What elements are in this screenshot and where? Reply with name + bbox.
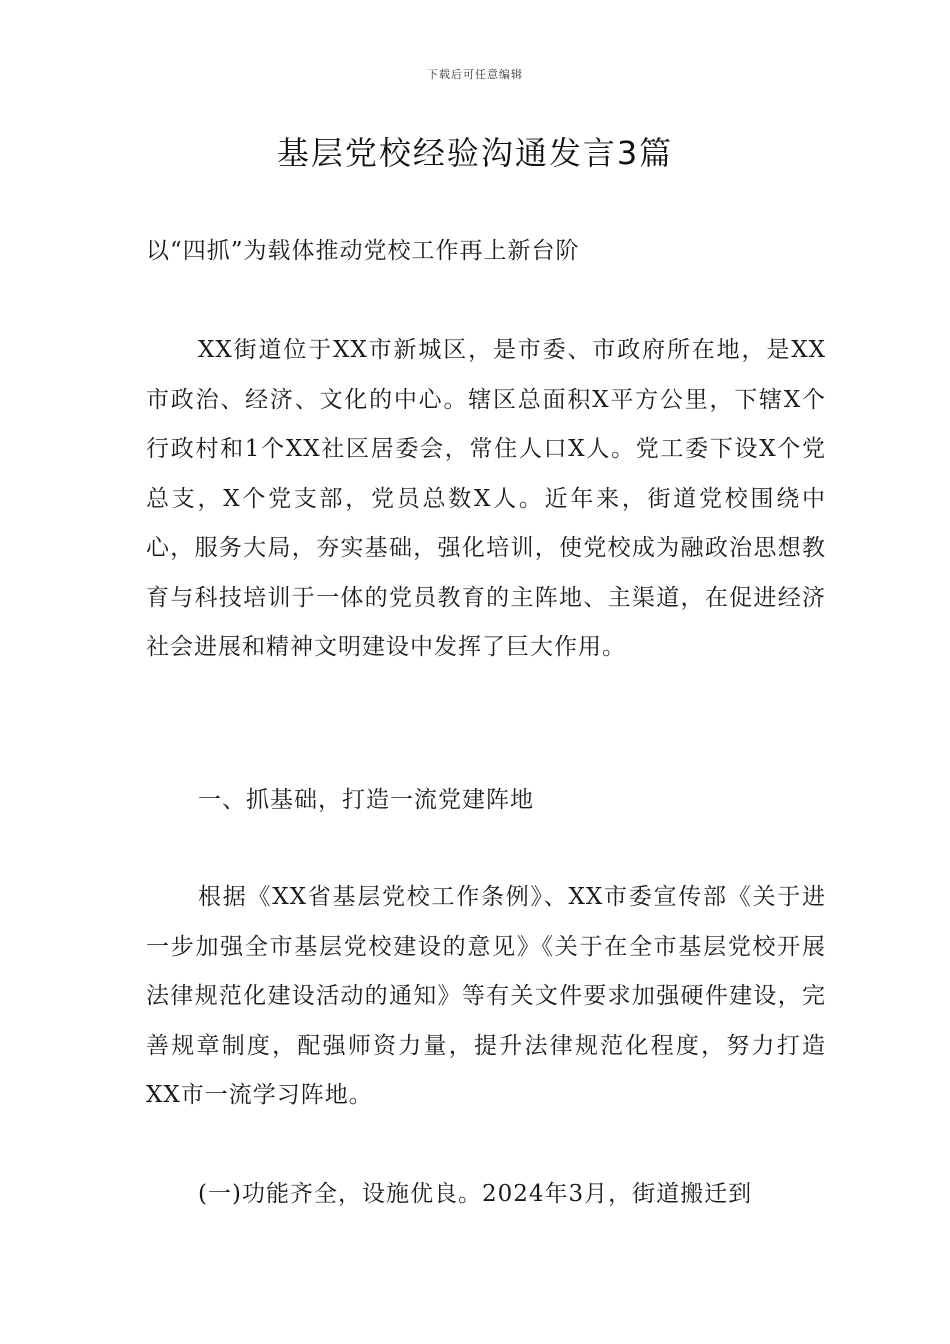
body-paragraph-intro: XX街道位于XX市新城区，是市委、市政府所在地，是XX市政治、经济、文化的中心。辖区总面积X平方公里，下辖X个行政村和1个XX社区居委会，常住人口X人。党工委下设X个党总支，X个党支部，党员总数X人。近年来，街道党校围绕中心，服务大局，夯实基础，强化培训，使党校成为融政治思想教育与科技培训于一体的党员教育的主阵地、主渠道，在促进经济社会进展和精神文明建设中发挥了巨大作用。 [146, 337, 826, 660]
body-paragraph-subsection: (一)功能齐全，设施优良。2024年3月，街道搬迁到 [198, 1181, 753, 1207]
document-subtitle: 以“四抓”为载体推动党校工作再上新台阶 [146, 238, 580, 264]
header-note: 下载后可任意编辑 [427, 68, 523, 81]
body-paragraph-basis: 根据《XX省基层党校工作条例》、XX市委宣传部《关于进一步加强全市基层党校建设的意见》《关于在全市基层党校开展法律规范化建设活动的通知》等有关文件要求加强硬件建设，完善规章制度，配强师资力量，提升法律规范化程度，努力打造XX市一流学习阵地。 [146, 884, 826, 1108]
document-title: 基层党校经验沟通发言3篇 [276, 134, 674, 172]
section-heading: 一、抓基础，打造一流党建阵地 [198, 787, 534, 813]
